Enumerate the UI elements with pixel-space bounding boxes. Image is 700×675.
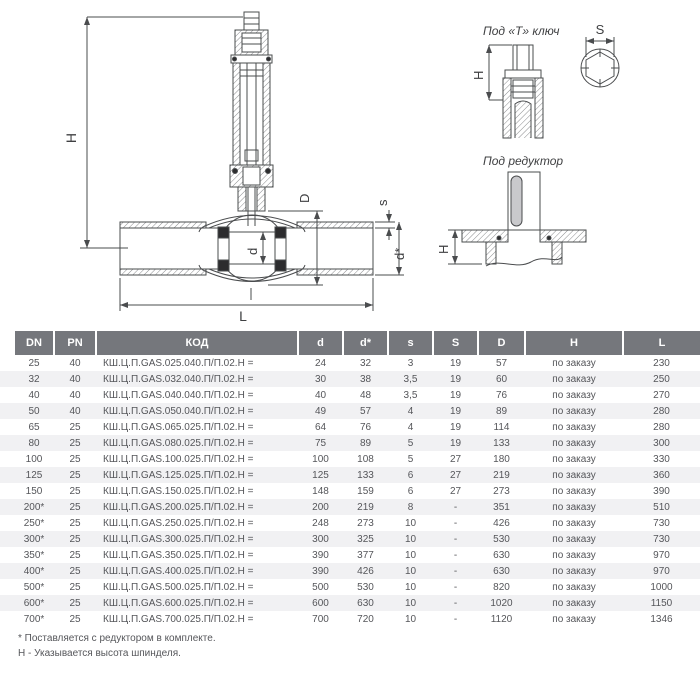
table-cell: 426 — [357, 565, 374, 577]
table-cell: 40 — [69, 357, 81, 369]
table-row — [0, 515, 700, 531]
column-header-2: КОД — [96, 331, 298, 355]
table-cell: 273 — [493, 485, 510, 497]
row-spacer-cell — [0, 371, 14, 387]
table-cell: 510 — [653, 501, 670, 513]
footnote-reducer: * Поставляется с редуктором в комплекте. — [18, 633, 216, 644]
column-header-3: d — [298, 331, 343, 355]
row-spacer-cell — [0, 467, 14, 483]
table-cell: 390 — [653, 485, 670, 497]
table-cell: 6 — [407, 485, 414, 497]
dim-label-d-star: d* — [392, 247, 407, 260]
valve-drawing — [0, 0, 700, 330]
table-cell: по заказу — [552, 597, 596, 609]
row-spacer-cell — [0, 403, 14, 419]
table-cell: 280 — [653, 405, 670, 417]
table-cell: 19 — [449, 405, 462, 417]
dim-label-d: d — [245, 247, 260, 255]
table-cell: 10 — [404, 597, 417, 609]
table-cell: по заказу — [552, 405, 596, 417]
table-cell: 230 — [653, 357, 670, 369]
row-spacer-cell — [0, 355, 14, 371]
table-cell: КШ.Ц.П.GAS.050.040.П/П.02.Н = — [103, 405, 254, 417]
table-row — [0, 531, 700, 547]
table-row — [0, 387, 700, 403]
table-cell: 89 — [359, 437, 372, 449]
table-row — [0, 499, 700, 515]
table-cell: 8 — [407, 501, 414, 513]
table-cell: 25 — [69, 581, 81, 593]
table-cell: - — [453, 549, 458, 561]
table-cell: 351 — [493, 501, 510, 513]
table-cell: КШ.Ц.П.GAS.065.025.П/П.02.Н = — [103, 421, 254, 433]
table-cell: 820 — [493, 581, 510, 593]
row-spacer-cell — [0, 595, 14, 611]
table-cell: 40 — [69, 373, 81, 385]
table-cell: 19 — [449, 437, 462, 449]
table-cell: 600* — [23, 597, 45, 609]
table-cell: 630 — [493, 549, 510, 561]
table-cell: 25 — [69, 501, 81, 513]
table-cell: 100 — [25, 453, 43, 465]
table-cell: по заказу — [552, 549, 596, 561]
table-cell: - — [453, 533, 458, 545]
row-spacer-cell — [0, 419, 14, 435]
table-cell: 200 — [312, 501, 329, 513]
table-cell: 10 — [404, 517, 417, 529]
table-cell: 426 — [493, 517, 510, 529]
table-cell: 390 — [312, 565, 329, 577]
table-cell: КШ.Ц.П.GAS.400.025.П/П.02.Н = — [103, 565, 254, 577]
table-cell: 3 — [407, 357, 414, 369]
row-spacer-cell — [0, 483, 14, 499]
dim-label-D: D — [297, 193, 312, 203]
table-cell: 25 — [69, 549, 81, 561]
table-cell: 76 — [495, 389, 508, 401]
tkey-detail-title: Под «Т» ключ — [483, 24, 560, 38]
dim-label-H: H — [63, 132, 79, 144]
table-cell: 38 — [359, 373, 372, 385]
table-cell: по заказу — [552, 517, 596, 529]
table-cell: 148 — [312, 485, 329, 497]
row-spacer-cell — [0, 499, 14, 515]
table-cell: 40 — [69, 405, 81, 417]
table-cell: 3,5 — [403, 373, 418, 385]
table-cell: КШ.Ц.П.GAS.032.040.П/П.02.Н = — [103, 373, 254, 385]
table-cell: 1150 — [650, 597, 673, 609]
dim-label-L: L — [239, 308, 247, 324]
table-cell: 10 — [404, 565, 417, 577]
table-cell: КШ.Ц.П.GAS.040.040.П/П.02.Н = — [103, 389, 254, 401]
table-cell: 25 — [69, 437, 81, 449]
table-cell: 89 — [495, 405, 508, 417]
table-cell: 10 — [404, 549, 417, 561]
table-cell: 40 — [69, 389, 81, 401]
table-cell: 248 — [312, 517, 329, 529]
table-cell: по заказу — [552, 469, 596, 481]
table-cell: 125 — [312, 469, 329, 481]
row-spacer-cell — [0, 579, 14, 595]
column-header-1: PN — [54, 331, 96, 355]
table-row — [0, 403, 700, 419]
table-row — [0, 595, 700, 611]
table-cell: 300* — [23, 533, 45, 545]
table-cell: 3,5 — [403, 389, 418, 401]
table-cell: 40 — [314, 389, 327, 401]
table-cell: 10 — [404, 581, 417, 593]
row-spacer-cell — [0, 531, 14, 547]
table-cell: 270 — [653, 389, 670, 401]
reducer-detail-view — [448, 172, 586, 266]
table-cell: 10 — [404, 533, 417, 545]
table-row — [0, 547, 700, 563]
dimensions-table-wrap — [0, 331, 700, 627]
row-spacer-cell — [0, 515, 14, 531]
table-cell: 4 — [407, 405, 414, 417]
table-cell: 530 — [493, 533, 510, 545]
table-cell: 325 — [357, 533, 374, 545]
column-header-9: L — [623, 331, 700, 355]
table-cell: 1120 — [490, 613, 513, 625]
table-cell: 80 — [28, 437, 40, 449]
table-cell: 25 — [69, 453, 81, 465]
table-header-row — [0, 331, 700, 355]
row-spacer-cell — [0, 451, 14, 467]
table-cell: 630 — [357, 597, 374, 609]
table-cell: 50 — [28, 405, 40, 417]
table-cell: 180 — [493, 453, 510, 465]
column-header-6: S — [433, 331, 478, 355]
table-cell: 76 — [359, 421, 372, 433]
table-cell: КШ.Ц.П.GAS.500.025.П/П.02.Н = — [103, 581, 254, 593]
table-cell: 150 — [25, 485, 43, 497]
main-valve-section-view — [120, 12, 373, 300]
table-cell: 108 — [357, 453, 374, 465]
table-cell: 530 — [357, 581, 374, 593]
table-cell: 32 — [28, 373, 40, 385]
table-cell: по заказу — [552, 565, 596, 577]
table-cell: 25 — [69, 469, 81, 481]
table-cell: 32 — [359, 357, 372, 369]
table-cell: - — [453, 613, 458, 625]
table-cell: 5 — [407, 437, 414, 449]
table-cell: по заказу — [552, 613, 596, 625]
table-cell: КШ.Ц.П.GAS.250.025.П/П.02.Н = — [103, 517, 254, 529]
table-cell: 100 — [312, 453, 329, 465]
table-cell: КШ.Ц.П.GAS.100.025.П/П.02.Н = — [103, 453, 254, 465]
table-cell: 25 — [69, 613, 81, 625]
table-row — [0, 467, 700, 483]
table-cell: - — [453, 597, 458, 609]
table-cell: 6 — [407, 469, 414, 481]
table-row — [0, 451, 700, 467]
valve-stem-extension — [230, 12, 273, 226]
table-cell: 377 — [357, 549, 374, 561]
table-cell: 500 — [312, 581, 329, 593]
row-spacer-cell — [0, 611, 14, 627]
table-cell: 219 — [357, 501, 374, 513]
table-cell: КШ.Ц.П.GAS.700.025.П/П.02.Н = — [103, 613, 254, 625]
dimensions-table — [0, 331, 700, 627]
tkey-dim-label-S: S — [595, 22, 605, 37]
table-cell: 75 — [314, 437, 327, 449]
table-cell: 25 — [69, 597, 81, 609]
table-cell: - — [453, 581, 458, 593]
table-cell: 390 — [312, 549, 329, 561]
table-cell: 19 — [449, 389, 462, 401]
reducer-detail-title: Под редуктор — [483, 154, 564, 168]
table-cell: 27 — [449, 485, 462, 497]
table-cell: по заказу — [552, 453, 596, 465]
footnote-spindle-height: Н - Указывается высота шпинделя. — [18, 648, 181, 659]
table-cell: 57 — [495, 357, 508, 369]
table-cell: КШ.Ц.П.GAS.300.025.П/П.02.Н = — [103, 533, 254, 545]
table-row — [0, 355, 700, 371]
table-cell: 300 — [653, 437, 670, 449]
dim-label-s: s — [375, 199, 390, 206]
table-cell: 630 — [493, 565, 510, 577]
table-cell: 40 — [28, 389, 40, 401]
table-cell: 10 — [404, 613, 417, 625]
footnotes — [18, 631, 216, 661]
table-cell: по заказу — [552, 389, 596, 401]
table-row — [0, 611, 700, 627]
table-cell: 114 — [493, 421, 510, 433]
table-cell: по заказу — [552, 581, 596, 593]
column-header-5: s — [388, 331, 433, 355]
table-cell: 48 — [359, 389, 372, 401]
table-cell: 250 — [653, 373, 670, 385]
table-cell: 1020 — [490, 597, 513, 609]
column-header-7: D — [478, 331, 525, 355]
table-row — [0, 435, 700, 451]
table-cell: КШ.Ц.П.GAS.125.025.П/П.02.Н = — [103, 469, 254, 481]
table-cell: по заказу — [552, 485, 596, 497]
table-cell: 25 — [28, 357, 40, 369]
reducer-dim-label-H: H — [436, 244, 451, 254]
table-cell: 970 — [653, 549, 670, 561]
table-cell: КШ.Ц.П.GAS.600.025.П/П.02.Н = — [103, 597, 254, 609]
table-body — [0, 355, 700, 627]
table-row — [0, 419, 700, 435]
table-cell: 65 — [28, 421, 40, 433]
row-spacer-cell — [0, 435, 14, 451]
table-cell: КШ.Ц.П.GAS.080.025.П/П.02.Н = — [103, 437, 254, 449]
table-cell: 27 — [449, 469, 462, 481]
table-cell: по заказу — [552, 533, 596, 545]
table-cell: 730 — [653, 517, 670, 529]
row-spacer-cell — [0, 547, 14, 563]
table-cell: 64 — [314, 421, 327, 433]
table-cell: КШ.Ц.П.GAS.350.025.П/П.02.Н = — [103, 549, 254, 561]
table-cell: - — [453, 501, 458, 513]
table-cell: по заказу — [552, 501, 596, 513]
table-cell: по заказу — [552, 421, 596, 433]
table-cell: 273 — [357, 517, 374, 529]
table-cell: 350* — [23, 549, 45, 561]
table-cell: 30 — [314, 373, 327, 385]
table-cell: 60 — [495, 373, 508, 385]
table-cell: 1346 — [650, 613, 673, 625]
tkey-dim-label-H: H — [471, 70, 486, 80]
row-spacer-cell — [0, 563, 14, 579]
table-cell: 360 — [653, 469, 670, 481]
table-cell: 330 — [653, 453, 670, 465]
table-cell: 4 — [407, 421, 414, 433]
table-cell: 300 — [312, 533, 329, 545]
table-cell: 600 — [312, 597, 329, 609]
table-cell: по заказу — [552, 373, 596, 385]
valve-drawing-svg — [0, 0, 700, 330]
table-cell: 730 — [653, 533, 670, 545]
table-cell: 700* — [23, 613, 45, 625]
table-cell: 133 — [493, 437, 510, 449]
table-row — [0, 579, 700, 595]
table-cell: - — [453, 565, 458, 577]
table-cell: 25 — [69, 565, 81, 577]
table-cell: по заказу — [552, 357, 596, 369]
table-cell: 500* — [23, 581, 45, 593]
tkey-detail-view — [489, 37, 619, 138]
column-header-0: DN — [14, 331, 54, 355]
table-cell: 5 — [407, 453, 414, 465]
table-cell: 720 — [357, 613, 374, 625]
table-cell: 400* — [23, 565, 45, 577]
column-header-8: H — [525, 331, 623, 355]
column-header-4: d* — [343, 331, 388, 355]
table-cell: 49 — [314, 405, 327, 417]
table-cell: 57 — [359, 405, 372, 417]
table-cell: 19 — [449, 421, 462, 433]
table-cell: КШ.Ц.П.GAS.150.025.П/П.02.Н = — [103, 485, 254, 497]
table-cell: 19 — [449, 373, 462, 385]
table-row — [0, 483, 700, 499]
table-cell: 200* — [23, 501, 45, 513]
table-cell: 25 — [69, 533, 81, 545]
table-cell: 27 — [449, 453, 462, 465]
table-cell: 19 — [449, 357, 462, 369]
table-cell: 280 — [653, 421, 670, 433]
table-row — [0, 371, 700, 387]
table-cell: 133 — [357, 469, 374, 481]
header-spacer-cell — [0, 331, 14, 355]
table-cell: 25 — [69, 421, 81, 433]
table-cell: 1000 — [650, 581, 673, 593]
table-cell: 219 — [493, 469, 510, 481]
table-cell: 159 — [357, 485, 374, 497]
table-cell: КШ.Ц.П.GAS.025.040.П/П.02.Н = — [103, 357, 254, 369]
row-spacer-cell — [0, 387, 14, 403]
table-row — [0, 563, 700, 579]
table-cell: 25 — [69, 485, 81, 497]
table-cell: 24 — [314, 357, 327, 369]
table-cell: 700 — [312, 613, 329, 625]
table-cell: по заказу — [552, 437, 596, 449]
table-cell: 25 — [69, 517, 81, 529]
table-cell: КШ.Ц.П.GAS.200.025.П/П.02.Н = — [103, 501, 254, 513]
table-cell: 250* — [23, 517, 45, 529]
table-cell: - — [453, 517, 458, 529]
table-cell: 125 — [25, 469, 43, 481]
table-cell: 970 — [653, 565, 670, 577]
main-dimensions — [80, 17, 404, 311]
